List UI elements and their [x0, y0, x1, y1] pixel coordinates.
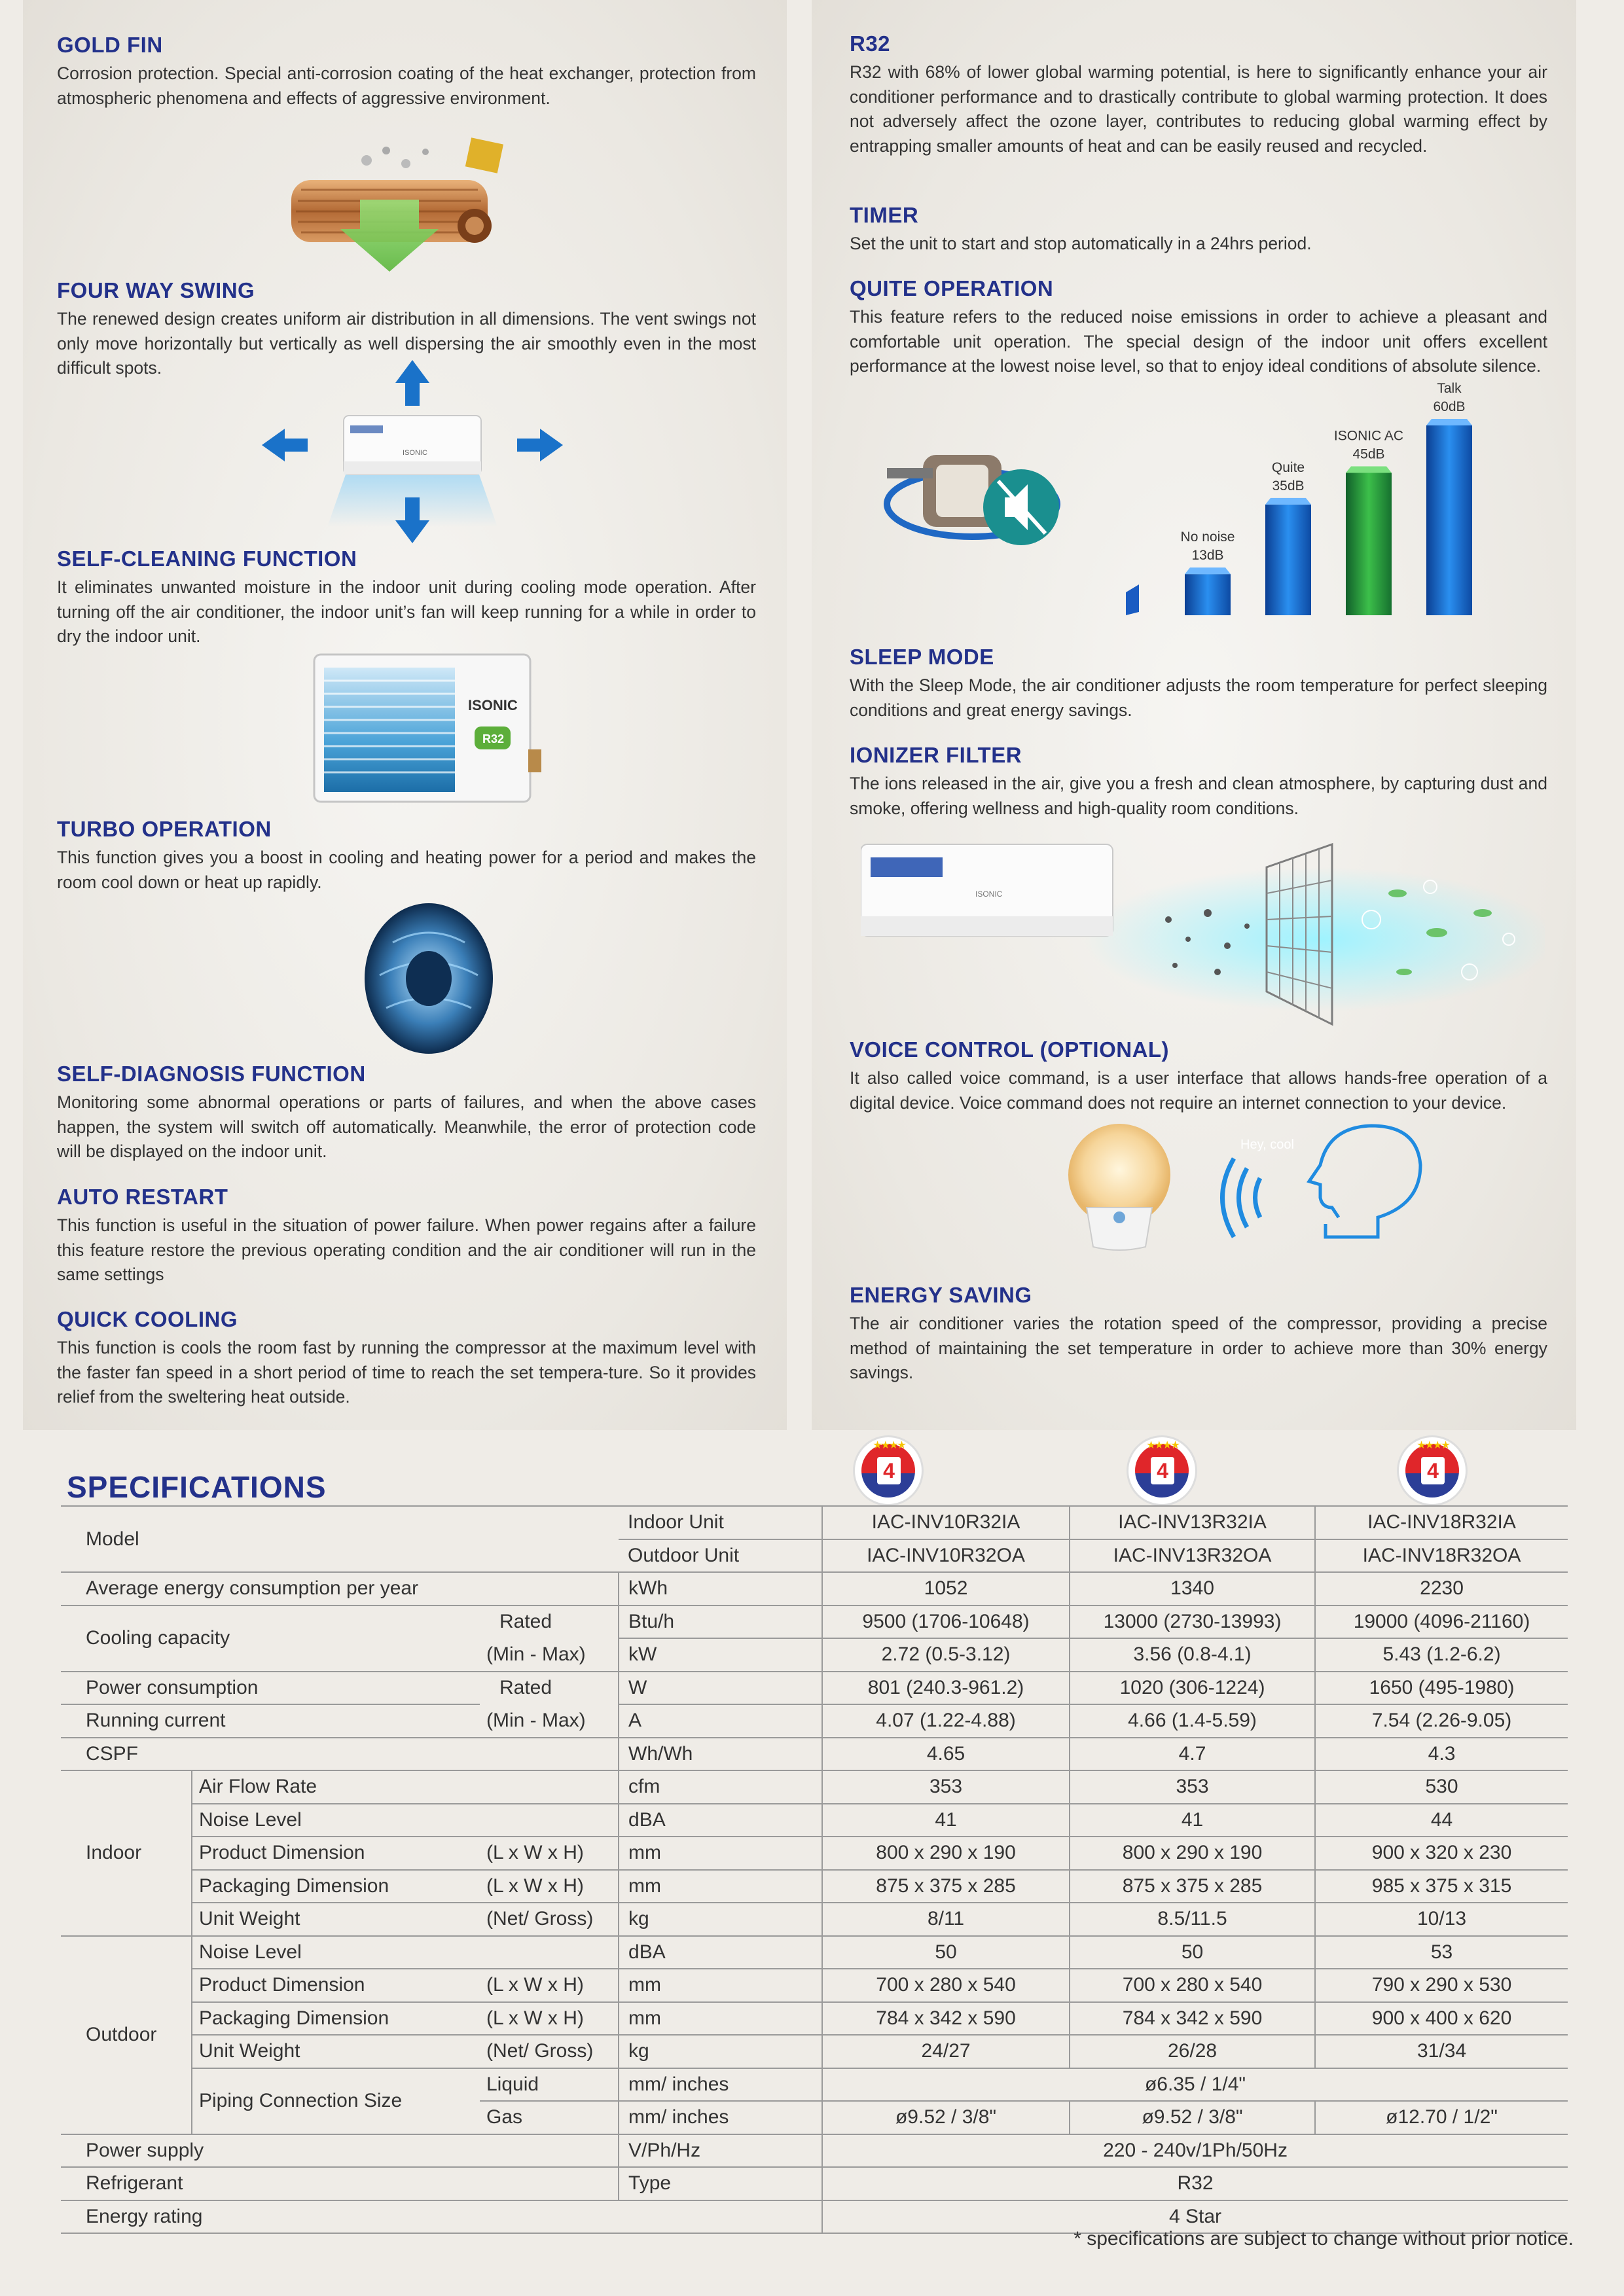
spec-sublabel: Rated: [480, 1605, 619, 1639]
spec-value: 790 x 290 x 530: [1315, 1969, 1568, 2002]
spec-unit: kW: [619, 1638, 822, 1672]
spec-value: 2230: [1315, 1572, 1568, 1605]
feature-title: SELF-DIAGNOSIS FUNCTION: [57, 1062, 366, 1086]
spec-value: 784 x 342 x 590: [822, 2002, 1070, 2036]
spec-unit: Wh/Wh: [619, 1738, 822, 1771]
feature-title: QUITE OPERATION: [850, 276, 1054, 300]
spec-value: 4.3: [1315, 1738, 1568, 1771]
spec-unit: [619, 2200, 822, 2234]
spec-value: 985 x 375 x 315: [1315, 1870, 1568, 1903]
feature-ionizer-filter: [850, 743, 1547, 821]
feature-text: Monitoring some abnormal operations or parts of failures, and when the above cases happen, the system will switch off automatically. Meanwhile, the error of protection code will be displayed on the indoor unit.: [57, 1092, 756, 1161]
spec-sublabel: Indoor Unit: [619, 1506, 822, 1539]
spec-value: 1020 (306-1224): [1070, 1672, 1315, 1705]
spec-unit: mm: [619, 1870, 822, 1903]
spec-unit: mm: [619, 2002, 822, 2036]
spec-sublabel: (Min - Max): [480, 1704, 619, 1738]
spec-value: IAC-INV10R32OA: [822, 1539, 1070, 1573]
energy-star-badge-2: [1127, 1435, 1197, 1506]
spec-row-outdoor-noise: [61, 1936, 1568, 1969]
badge-number: 4: [1421, 1457, 1445, 1484]
spec-value: 50: [822, 1936, 1070, 1969]
fan-motor-illustration: [874, 429, 1070, 566]
spec-row-power-supply: [61, 2134, 1568, 2168]
feature-text: Set the unit to start and stop automatically in a 24hrs period.: [850, 234, 1312, 253]
feature-title: FOUR WAY SWING: [57, 278, 255, 302]
spec-value: 2.72 (0.5-3.12): [822, 1638, 1070, 1672]
spec-label: Energy rating: [61, 2200, 619, 2234]
spec-value: 13000 (2730-13993): [1070, 1605, 1315, 1639]
feature-title: R32: [850, 31, 891, 56]
spec-value: ø6.35 / 1/4": [822, 2068, 1568, 2102]
spec-value: 53: [1315, 1936, 1568, 1969]
chart-bar-1: [1265, 505, 1311, 615]
spec-value: 875 x 375 x 285: [1070, 1870, 1315, 1903]
spec-sublabel: (L x W x H): [480, 1870, 619, 1903]
spec-unit: A: [619, 1704, 822, 1738]
spec-value: 900 x 400 x 620: [1315, 2002, 1568, 2036]
feature-gold-fin: [57, 33, 756, 111]
spec-value: 9500 (1706-10648): [822, 1605, 1070, 1639]
spec-unit: mm/ inches: [619, 2068, 822, 2102]
feature-title: SLEEP MODE: [850, 645, 994, 669]
spec-unit: Type: [619, 2167, 822, 2200]
spec-value: R32: [822, 2167, 1568, 2200]
spec-label: Power supply: [61, 2134, 619, 2168]
badge-number: 4: [1151, 1457, 1174, 1484]
spec-row-outdoor-piping-liquid: [61, 2068, 1568, 2102]
spec-row-model-indoor: [61, 1506, 1568, 1539]
chart-speaker-marker: [1126, 584, 1139, 615]
spec-value: 875 x 375 x 285: [822, 1870, 1070, 1903]
spec-row-cspf: [61, 1738, 1568, 1771]
spec-label: Refrigerant: [61, 2167, 619, 2200]
chart-bar-3: [1426, 425, 1472, 615]
spec-value: IAC-INV18R32OA: [1315, 1539, 1568, 1573]
feature-text: This feature refers to the reduced noise emissions in order to achieve a pleasant and comfortable unit operation. The special design of the indoor unit offers excellent performance at the lowest noise level, so that to enjoy ideal conditions of absolute silence.: [850, 307, 1547, 376]
feature-text: The renewed design creates uniform air distribution in all dimensions. The vent swings not only move horizontally but vertically as well dispersing the air smoothly even in the most difficult spots.: [57, 309, 756, 378]
spec-value: 8/11: [822, 1903, 1070, 1936]
spec-value: ø9.52 / 3/8": [822, 2101, 1070, 2134]
feature-energy-saving: [850, 1283, 1547, 1386]
unit-brand-label: ISONIC: [403, 449, 427, 457]
spec-row-current: [61, 1704, 1568, 1738]
feature-text: This function is cools the room fast by running the compressor at the maximum level with the faster fan speed in a short period of time to reach the set tempera-ture. So it provides relief from the sweltering heat outside.: [57, 1338, 756, 1407]
spec-value: 801 (240.3-961.2): [822, 1672, 1070, 1705]
right-feature-panel: [812, 0, 1576, 1430]
chart-data-label: 35dB: [1272, 478, 1305, 493]
spec-sublabel: (L x W x H): [480, 1969, 619, 2002]
spec-label: Model: [61, 1506, 619, 1572]
feature-title: QUICK COOLING: [57, 1307, 238, 1331]
spec-row-indoor-packaging-dim: [61, 1870, 1568, 1903]
spec-value: 26/28: [1070, 2035, 1315, 2068]
chart-bar-cap-2: [1346, 467, 1392, 473]
spec-label: CSPF: [61, 1738, 619, 1771]
spec-value: 5.43 (1.2-6.2): [1315, 1638, 1568, 1672]
spec-value: 3.56 (0.8-4.1): [1070, 1638, 1315, 1672]
chart-bar-cap-0: [1185, 567, 1231, 574]
spec-row-indoor-airflow: [61, 1770, 1568, 1804]
feature-title: VOICE CONTROL (OPTIONAL): [850, 1037, 1170, 1062]
spec-value: 700 x 280 x 540: [1070, 1969, 1315, 2002]
badge-stars-icon: ★★★★: [1146, 1440, 1179, 1451]
badge-stars-icon: ★★★★: [1416, 1440, 1449, 1451]
spec-value: IAC-INV13R32OA: [1070, 1539, 1315, 1573]
spec-group-label: Indoor: [61, 1770, 192, 1936]
spec-label: Unit Weight: [192, 1903, 480, 1936]
spec-row-power: [61, 1672, 1568, 1705]
r32-label: R32: [482, 732, 505, 745]
feature-quick-cooling: [57, 1307, 756, 1410]
unit-brand-label: ISONIC: [975, 889, 1003, 899]
spec-sublabel: (Net/ Gross): [480, 2035, 619, 2068]
spec-unit: cfm: [619, 1770, 822, 1804]
spec-group-label: Outdoor: [61, 1936, 192, 2134]
spec-label: Cooling capacity: [61, 1605, 480, 1672]
spec-label: Power consumption: [61, 1672, 480, 1705]
spec-label: Unit Weight: [192, 2035, 480, 2068]
spec-value: 19000 (4096-21160): [1315, 1605, 1568, 1639]
spec-value: 800 x 290 x 190: [1070, 1837, 1315, 1870]
spec-unit: kg: [619, 2035, 822, 2068]
turbo-fan-illustration: [353, 897, 504, 1060]
spec-value: 31/34: [1315, 2035, 1568, 2068]
spec-unit: kWh: [619, 1572, 822, 1605]
spec-value: 4 Star: [822, 2200, 1568, 2234]
badge-stars-icon: ★★★★: [873, 1440, 905, 1451]
spec-label: Packaging Dimension: [192, 2002, 480, 2036]
feature-text: The air conditioner varies the rotation speed of the compressor, providing a precise method of maintaining the set temperature in order to achieve more than 30% energy savings.: [850, 1314, 1547, 1382]
feature-self-cleaning: [57, 547, 756, 649]
spec-footnote: * specifications are subject to change without prior notice.: [1074, 2228, 1574, 2250]
feature-self-diagnosis: [57, 1062, 756, 1164]
spec-row-indoor-noise: [61, 1804, 1568, 1837]
specifications-title: SPECIFICATIONS: [67, 1470, 327, 1504]
chart-data-label: 13dB: [1191, 548, 1224, 564]
chart-category-label: Talk: [1437, 381, 1462, 396]
spec-label: Average energy consumption per year: [61, 1572, 619, 1605]
spec-sublabel: (L x W x H): [480, 2002, 619, 2036]
chart-bar-2: [1346, 473, 1392, 616]
spec-row-refrigerant: [61, 2167, 1568, 2200]
feature-voice-control: [850, 1037, 1547, 1115]
chart-bar-cap-3: [1426, 419, 1472, 425]
chart-category-label: ISONIC AC: [1333, 428, 1404, 444]
feature-text: It eliminates unwanted moisture in the indoor unit during cooling mode operation. After turning off the air conditioner, the indoor unit’s fan will keep running for a while in order to dry the indoor unit.: [57, 577, 756, 646]
chart-category-label: Quite: [1271, 459, 1305, 475]
spec-unit: kg: [619, 1903, 822, 1936]
feature-text: R32 with 68% of lower global warming potential, is here to significantly enhance your air conditioner performance and to drastically contribute to global warming protection. It does not adversely affect the ozone layer, contributes to reducing global warming effect by entrapping smaller amounts of heat and can be easily reused and recycled.: [850, 62, 1547, 156]
spec-unit: W: [619, 1672, 822, 1705]
spec-unit: mm: [619, 1837, 822, 1870]
spec-label: Piping Connection Size: [192, 2068, 480, 2134]
feature-text: This function gives you a boost in cooling and heating power for a period and makes the room cool down or heat up rapidly.: [57, 848, 756, 892]
chart-data-label: 45dB: [1352, 446, 1385, 462]
spec-label: Noise Level: [192, 1804, 619, 1837]
spec-value: 44: [1315, 1804, 1568, 1837]
spec-value: 7.54 (2.26-9.05): [1315, 1704, 1568, 1738]
spec-value: 41: [1070, 1804, 1315, 1837]
feature-title: GOLD FIN: [57, 33, 163, 57]
unit-brand-label: ISONIC: [468, 697, 518, 713]
spec-value: 1052: [822, 1572, 1070, 1605]
feature-text: With the Sleep Mode, the air conditioner adjusts the room temperature for perfect sleeping conditions and great energy savings.: [850, 675, 1547, 720]
spec-row-energy: [61, 1572, 1568, 1605]
spec-value: IAC-INV13R32IA: [1070, 1506, 1315, 1539]
spec-value: 353: [822, 1770, 1070, 1804]
specifications-table: [61, 1505, 1568, 2234]
feature-title: SELF-CLEANING FUNCTION: [57, 547, 357, 571]
spec-value: 784 x 342 x 590: [1070, 2002, 1315, 2036]
spec-label: Running current: [61, 1704, 480, 1738]
spec-unit: dBA: [619, 1804, 822, 1837]
spec-value: 1650 (495-1980): [1315, 1672, 1568, 1705]
spec-value: IAC-INV10R32IA: [822, 1506, 1070, 1539]
ionizer-illustration: [861, 841, 1545, 1034]
feature-sleep-mode: [850, 645, 1547, 723]
spec-row-outdoor-packaging-dim: [61, 2002, 1568, 2036]
gold-fin-illustration: [288, 137, 511, 278]
spec-value: 1340: [1070, 1572, 1315, 1605]
feature-title: AUTO RESTART: [57, 1185, 228, 1209]
feature-r32: [850, 31, 1547, 158]
spec-value: 50: [1070, 1936, 1315, 1969]
badge-number: 4: [877, 1457, 901, 1484]
outdoor-unit-illustration: [311, 651, 547, 805]
noise-level-chart: [1119, 376, 1551, 622]
spec-sublabel: (L x W x H): [480, 1837, 619, 1870]
chart-bar-0: [1185, 574, 1231, 615]
feature-turbo: [57, 817, 756, 895]
feature-timer: [850, 203, 1547, 257]
feature-title: IONIZER FILTER: [850, 743, 1022, 767]
spec-label: Air Flow Rate: [192, 1770, 619, 1804]
spec-value: 4.7: [1070, 1738, 1315, 1771]
spec-value: 4.65: [822, 1738, 1070, 1771]
spec-value: 353: [1070, 1770, 1315, 1804]
spec-label: Product Dimension: [192, 1837, 480, 1870]
spec-unit: mm: [619, 1969, 822, 2002]
spec-value: 220 - 240v/1Ph/50Hz: [822, 2134, 1568, 2168]
spec-value: IAC-INV18R32IA: [1315, 1506, 1568, 1539]
spec-sublabel: Gas: [480, 2101, 619, 2134]
spec-value: 530: [1315, 1770, 1568, 1804]
spec-row-cooling-rated: [61, 1605, 1568, 1639]
feature-text: It also called voice command, is a user interface that allows hands-free operation of a digital device. Voice command does not require an internet connection to your device.: [850, 1068, 1547, 1113]
spec-value: 4.07 (1.22-4.88): [822, 1704, 1070, 1738]
spec-label: Product Dimension: [192, 1969, 480, 2002]
spec-row-outdoor-product-dim: [61, 1969, 1568, 2002]
spec-unit: V/Ph/Hz: [619, 2134, 822, 2168]
spec-label: Noise Level: [192, 1936, 619, 1969]
spec-value: 4.66 (1.4-5.59): [1070, 1704, 1315, 1738]
spec-value: 8.5/11.5: [1070, 1903, 1315, 1936]
voice-control-illustration: [1064, 1119, 1535, 1257]
spec-value: 900 x 320 x 230: [1315, 1837, 1568, 1870]
feature-quite-operation: [850, 276, 1547, 379]
four-way-swing-illustration: [236, 357, 589, 547]
spec-value: 10/13: [1315, 1903, 1568, 1936]
spec-unit: Btu/h: [619, 1605, 822, 1639]
feature-auto-restart: [57, 1185, 756, 1287]
chart-bar-cap-1: [1265, 498, 1311, 505]
spec-value: ø12.70 / 1/2": [1315, 2101, 1568, 2134]
spec-unit: dBA: [619, 1936, 822, 1969]
chart-category-label: No noise: [1180, 529, 1235, 545]
spec-row-indoor-weight: [61, 1903, 1568, 1936]
feature-title: TIMER: [850, 203, 919, 227]
spec-label: Packaging Dimension: [192, 1870, 480, 1903]
spec-row-outdoor-weight: [61, 2035, 1568, 2068]
left-feature-panel: [23, 0, 787, 1430]
spec-value: 800 x 290 x 190: [822, 1837, 1070, 1870]
feature-text: This function is useful in the situation of power failure. When power regains after a failure this feature restore the previous operating condition and the air conditioner will run in the same settings: [57, 1215, 756, 1284]
feature-text: The ions released in the air, give you a fresh and clean atmosphere, by capturing dust and smoke, offering wellness and high-quality room conditions.: [850, 774, 1547, 818]
spec-sublabel: (Net/ Gross): [480, 1903, 619, 1936]
spec-value: ø9.52 / 3/8": [1070, 2101, 1315, 2134]
spec-value: 24/27: [822, 2035, 1070, 2068]
energy-star-badge-1: [853, 1435, 924, 1506]
spec-value: 41: [822, 1804, 1070, 1837]
voice-prompt: Hey, cool: [1240, 1138, 1294, 1152]
spec-sublabel: (Min - Max): [480, 1638, 619, 1672]
spec-sublabel: Outdoor Unit: [619, 1539, 822, 1573]
spec-value: 700 x 280 x 540: [822, 1969, 1070, 2002]
spec-row-indoor-product-dim: [61, 1837, 1568, 1870]
spec-sublabel: Rated: [480, 1672, 619, 1705]
feature-title: TURBO OPERATION: [57, 817, 272, 841]
feature-text: Corrosion protection. Special anti-corrosion coating of the heat exchanger, protection from atmospheric phenomena and effects of aggressive environment.: [57, 63, 756, 108]
spec-sublabel: Liquid: [480, 2068, 619, 2102]
spec-unit: mm/ inches: [619, 2101, 822, 2134]
energy-star-badge-3: [1397, 1435, 1468, 1506]
chart-data-label: 60dB: [1433, 399, 1466, 414]
feature-title: ENERGY SAVING: [850, 1283, 1032, 1307]
